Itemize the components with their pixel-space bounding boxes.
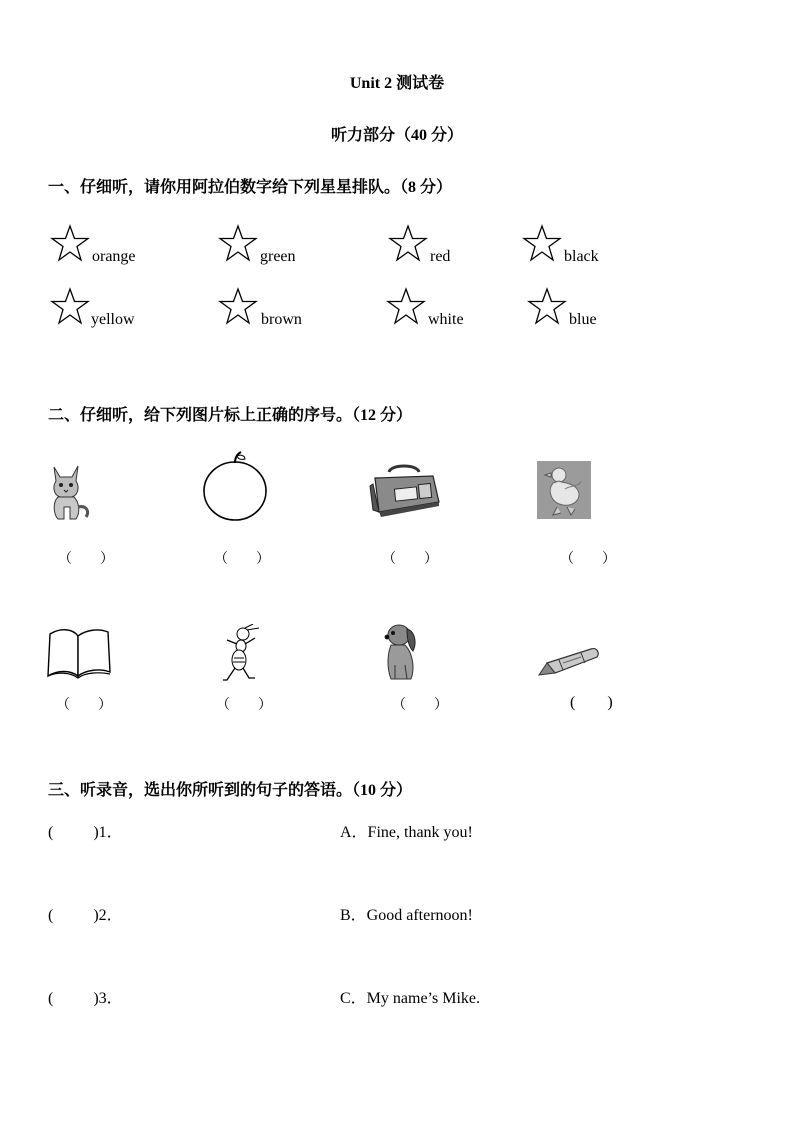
star-icon [527, 287, 567, 327]
option-a: A．Fine, thank you! [340, 824, 473, 841]
answer-blank-duck[interactable]: （ ） [560, 552, 616, 567]
bag-picture [369, 462, 441, 520]
star-word-yellow: yellow [91, 311, 135, 328]
option-c: C．My name’s Mike. [340, 990, 480, 1007]
star-item-black[interactable] [522, 224, 562, 264]
star-item-red[interactable] [388, 224, 428, 264]
cat-picture [46, 461, 92, 521]
dog-icon [381, 621, 421, 681]
section1-heading: 一、仔细听，请你用阿拉伯数字给下列星星排队。（8 分） [48, 179, 453, 196]
apple-picture [201, 450, 269, 522]
book-icon [46, 626, 112, 680]
star-item-brown[interactable] [218, 287, 258, 327]
crayon-picture [537, 643, 601, 679]
answer-blank-ant[interactable]: （ ） [216, 698, 272, 713]
answer-blank-dog[interactable]: （ ） [392, 698, 448, 713]
dog-picture [381, 621, 421, 681]
star-icon [522, 224, 562, 264]
duck-picture [537, 461, 591, 519]
page-title: Unit 2 测试卷 [349, 75, 445, 92]
crayon-icon [537, 643, 601, 679]
page-subtitle: 听力部分（40 分） [330, 127, 463, 144]
book-picture [46, 626, 112, 680]
star-item-blue[interactable] [527, 287, 567, 327]
question-1-label[interactable]: ( )1． [48, 824, 123, 841]
option-b: B．Good afternoon! [340, 907, 473, 924]
star-item-green[interactable] [218, 224, 258, 264]
answer-blank-book[interactable]: （ ） [56, 698, 112, 713]
star-item-yellow[interactable] [50, 287, 90, 327]
section2-heading: 二、仔细听，给下列图片标上正确的序号。（12 分） [48, 407, 413, 424]
star-word-black: black [564, 248, 599, 265]
star-word-green: green [260, 248, 296, 265]
answer-blank-crayon[interactable]: ( ) [570, 694, 613, 711]
bag-icon [369, 462, 441, 520]
cat-icon [46, 461, 92, 521]
star-word-blue: blue [569, 311, 597, 328]
answer-blank-bag[interactable]: （ ） [382, 552, 438, 567]
star-icon [218, 224, 258, 264]
star-item-white[interactable] [386, 287, 426, 327]
star-word-red: red [430, 248, 451, 265]
star-icon [50, 287, 90, 327]
star-icon [388, 224, 428, 264]
answer-blank-apple[interactable]: （ ） [214, 552, 270, 567]
duck-icon [537, 461, 591, 519]
star-word-white: white [428, 311, 464, 328]
question-2-label[interactable]: ( )2． [48, 907, 123, 924]
star-item-orange[interactable] [50, 224, 90, 264]
ant-icon [219, 624, 263, 682]
star-icon [218, 287, 258, 327]
star-word-brown: brown [261, 311, 302, 328]
section3-heading: 三、听录音，选出你所听到的句子的答语。（10 分） [48, 782, 413, 799]
star-word-orange: orange [92, 248, 136, 265]
question-3-label[interactable]: ( )3． [48, 990, 123, 1007]
apple-icon [201, 450, 269, 522]
answer-blank-cat[interactable]: （ ） [58, 552, 114, 567]
ant-picture [219, 624, 263, 682]
star-icon [386, 287, 426, 327]
star-icon [50, 224, 90, 264]
